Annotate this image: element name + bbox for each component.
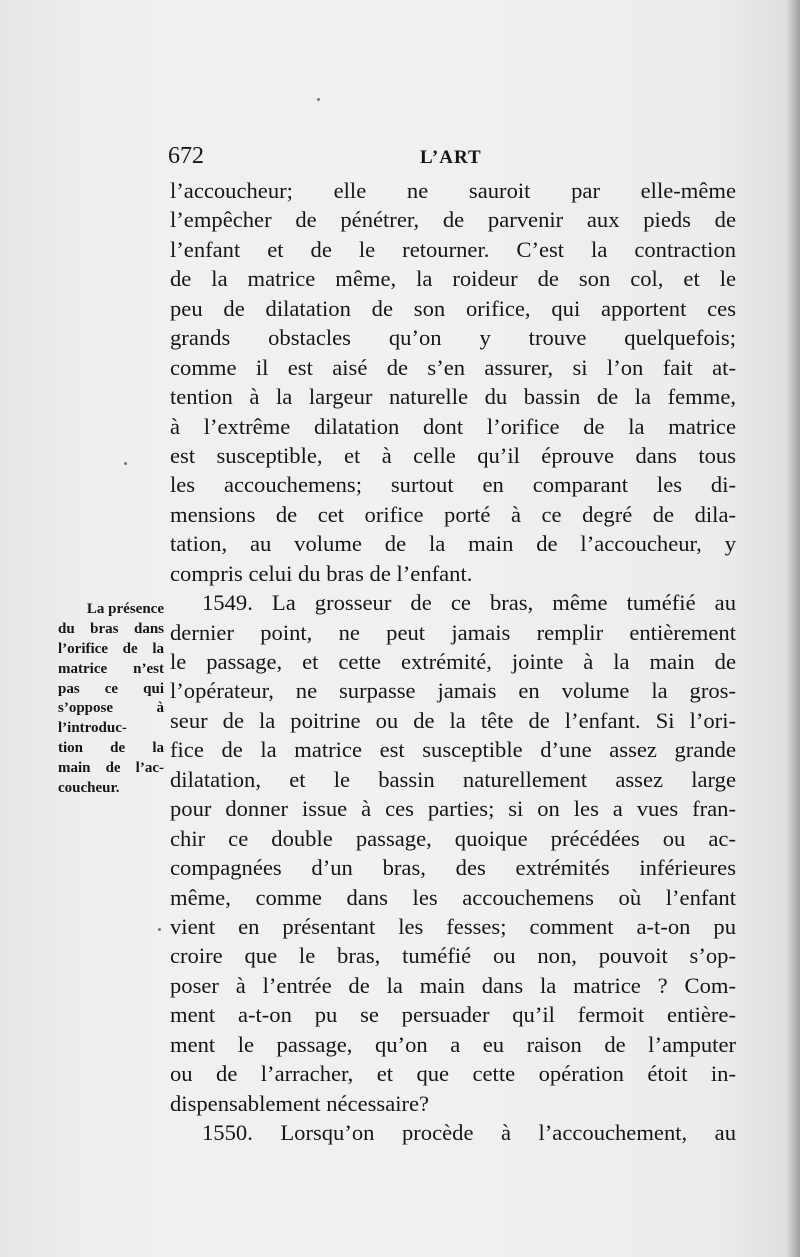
text-line: peu de dilatation de son orifice, qui apportent ces — [170, 295, 736, 321]
text-line: vient en présentant les fesses; comment a-t-on pu — [170, 913, 736, 939]
text-line: mensions de cet orifice porté à ce degré de dila- — [170, 501, 736, 527]
text-line: même, comme dans les accouchemens où l’enfant — [170, 884, 736, 910]
margin-note-line: matrice n’est — [58, 660, 164, 677]
page-edge-shadow — [786, 0, 800, 1257]
text-line: croire que le bras, tuméfié ou non, pouvoit s’op- — [170, 943, 736, 969]
margin-note-line: coucheur. — [58, 780, 120, 797]
margin-note — [58, 600, 164, 799]
text-line: le passage, et cette extrémité, jointe à la main de — [170, 649, 736, 674]
text-line: pour donner issue à ces parties; si on les a vues fran- — [170, 796, 736, 822]
text-line: est susceptible, et à celle qu’il éprouve dans tous — [170, 442, 736, 468]
paragraph-start-1550: 1550. Lorsqu’on procède à l’accouchement, au — [202, 1120, 736, 1145]
margin-note-line: s’oppose à — [58, 700, 164, 717]
text-line: dilatation, et le bassin naturellement assez large — [170, 766, 736, 792]
text-line: ment le passage, qu’on a eu raison de l’amputer — [170, 1031, 736, 1057]
text-line: l’accoucheur; elle ne sauroit par elle-même — [170, 178, 736, 203]
text-line: l’empêcher de pénétrer, de parvenir aux pieds de — [170, 207, 736, 233]
text-line: l’opérateur, ne surpasse jamais en volume la gros- — [170, 678, 736, 704]
text-line: poser à l’entrée de la main dans la matrice ? Com- — [170, 972, 736, 998]
margin-note-line: main de l’ac- — [58, 760, 164, 777]
page-header — [0, 143, 800, 173]
text-line: compagnées d’un bras, des extrémités inférieures — [170, 855, 736, 881]
text-line: à l’extrême dilatation dont l’orifice de la matrice — [170, 413, 736, 439]
text-line: ment a-t-on pu se persuader qu’il fermoit entière- — [170, 1002, 736, 1028]
page-number: 672 — [168, 143, 204, 169]
margin-note-line: du bras dans — [58, 620, 164, 637]
text-line: dispensablement nécessaire? — [170, 1090, 430, 1116]
text-line: grands obstacles qu’on y trouve quelquefois; — [170, 325, 736, 351]
paper-speck — [158, 928, 161, 931]
margin-note-line: pas ce qui — [58, 680, 164, 697]
text-line: fice de la matrice est susceptible d’une assez grande — [170, 737, 736, 763]
text-line: tention à la largeur naturelle du bassin de la femme, — [170, 384, 736, 410]
text-line: seur de la poitrine ou de la tête de l’enfant. Si l’ori- — [170, 707, 736, 733]
paragraph-start-1549: 1549. La grosseur de ce bras, même tuméfié au — [202, 590, 736, 616]
text-line: les accouchemens; surtout en comparant les di- — [170, 472, 736, 498]
text-line: comme il est aisé de s’en assurer, si l’on fait at- — [170, 354, 736, 380]
text-line: compris celui du bras de l’enfant. — [170, 560, 473, 586]
text-line: tation, au volume de la main de l’accoucheur, y — [170, 531, 736, 557]
main-text — [170, 176, 736, 1147]
text-line: de la matrice même, la roideur de son col, et le — [170, 266, 736, 292]
text-line: l’enfant et de le retourner. C’est la contraction — [170, 236, 736, 262]
paper-speck — [317, 98, 320, 101]
margin-note-line: l’orifice de la — [58, 640, 164, 657]
running-title: L’ART — [420, 147, 482, 168]
text-line: chir ce double passage, quoique précédées ou ac- — [170, 825, 736, 851]
margin-note-line: l’introduc- — [58, 720, 127, 737]
text-line: dernier point, ne peut jamais remplir entièrement — [170, 619, 736, 645]
margin-note-line: tion de la — [58, 740, 164, 757]
text-line: ou de l’arracher, et que cette opération étoit in- — [170, 1061, 736, 1087]
margin-note-line: La présence — [86, 601, 164, 617]
paper-speck — [124, 462, 127, 465]
